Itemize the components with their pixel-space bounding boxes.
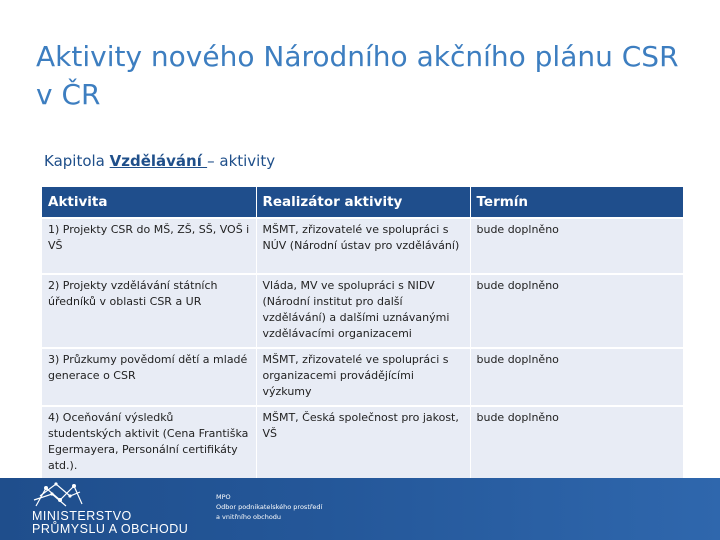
dept-line-2: Odbor podnikatelského prostředí	[216, 503, 323, 511]
subtitle-suffix: – aktivity	[207, 152, 276, 170]
ministry-star-logo-icon	[30, 480, 86, 512]
table-cell-implementer: MŠMT, Česká společnost pro jakost, VŠ	[256, 406, 470, 480]
table-row	[42, 274, 683, 348]
column-header-deadline: Termín	[470, 187, 683, 218]
table-cell-implementer: MŠMT, zřizovatelé ve spolupráci s organizacemi provádějícími výzkumy	[256, 348, 470, 406]
table-row	[42, 406, 683, 480]
slide-title: Aktivity nového Národního akčního plánu CSR v ČR	[36, 40, 679, 111]
subtitle-emphasis: Vzdělávání	[109, 152, 208, 170]
logo-line-2: PRŮMYSLU A OBCHODU	[32, 522, 189, 536]
table-cell-deadline: bude doplněno	[470, 406, 683, 480]
department-text	[216, 492, 322, 522]
table-cell-implementer: Vláda, MV ve spolupráci s NIDV (Národní institut pro další vzdělávání) a dalšími uznávanými vzdělávacími organizacemi	[256, 274, 470, 348]
logo-line-1: MINISTERSTVO	[32, 509, 132, 523]
column-header-implementer: Realizátor aktivity	[256, 187, 470, 218]
table-cell-activity: 1) Projekty CSR do MŠ, ZŠ, SŠ, VOŠ i VŠ	[42, 218, 256, 274]
table-cell-deadline: bude doplněno	[470, 274, 683, 348]
table-cell-activity: 2) Projekty vzdělávání státních úředníků v oblasti CSR a UR	[42, 274, 256, 348]
dept-line-3: a vnitřního obchodu	[216, 513, 282, 521]
table-cell-activity: 4) Oceňování výsledků studentských aktivit (Cena Františka Egermayera, Personální certifikáty atd.).	[42, 406, 256, 480]
table-header-row	[42, 187, 683, 218]
table-cell-activity: 3) Průzkumy povědomí dětí a mladé generace o CSR	[42, 348, 256, 406]
chapter-subtitle	[44, 151, 275, 171]
dept-line-1: MPO	[216, 493, 231, 501]
table-cell-implementer: MŠMT, zřizovatelé ve spolupráci s NÚV (Národní ústav pro vzdělávání)	[256, 218, 470, 274]
footer-bar	[0, 478, 720, 540]
activities-table	[42, 187, 683, 480]
table-cell-deadline: bude doplněno	[470, 348, 683, 406]
table-cell-deadline: bude doplněno	[470, 218, 683, 274]
table-row	[42, 218, 683, 274]
table-row	[42, 348, 683, 406]
subtitle-prefix: Kapitola	[44, 152, 110, 170]
column-header-activity: Aktivita	[42, 187, 256, 218]
ministry-logo-text	[32, 510, 188, 536]
